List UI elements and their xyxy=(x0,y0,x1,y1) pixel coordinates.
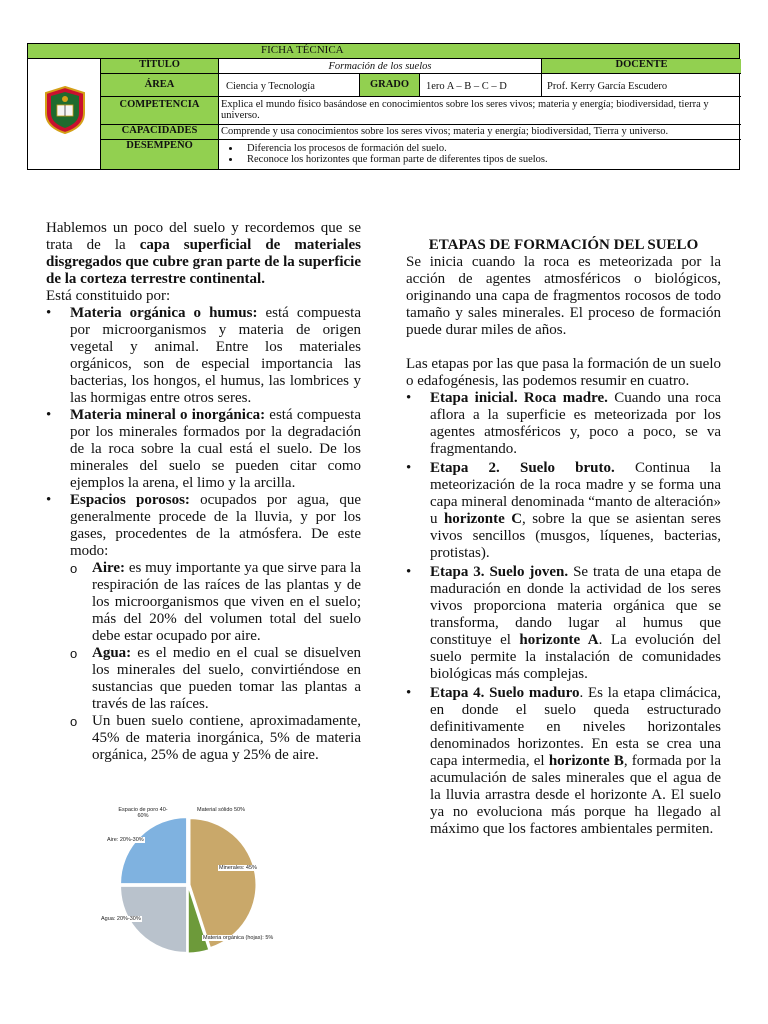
soil-composition-chart xyxy=(96,805,296,955)
term: horizonte B xyxy=(548,753,624,769)
left-column xyxy=(46,220,361,764)
logo-cell xyxy=(28,59,101,169)
titulo-label: TÍTULO xyxy=(101,59,219,73)
grado-label: GRADO xyxy=(360,74,420,96)
desempeno-item: • Reconoce los horizontes que forman parte de diferentes tipos de suelos. xyxy=(241,154,739,165)
term: Aire: xyxy=(92,560,126,576)
definition: . La evolución del suelo permite la instalación de comunidades biológicas más complejas. xyxy=(430,632,722,682)
capacidades-value: Comprende y usa conocimientos sobre los seres vivos; materia y energía; biodiversidad, Tierra y universo. xyxy=(221,126,669,137)
list-item xyxy=(430,685,721,838)
slice-label: Materia orgánica (hojas): 5% xyxy=(203,935,274,941)
docente-value: Prof. Kerry García Escudero xyxy=(547,81,668,92)
legend-agua xyxy=(100,916,142,922)
sub-list-item xyxy=(92,713,361,764)
definition: ocupados por agua, que generalmente procede de la lluvia, y por los gases, procedentes de la atmósfera. De este modo: xyxy=(70,492,361,559)
intro-definition: capa superficial de materiales disgregados que cubre gran parte de la superficie de la corteza terrestre continental. xyxy=(46,237,361,287)
competencia-label: COMPETENCIA xyxy=(101,97,219,124)
components-list xyxy=(46,305,361,764)
definition: Cuando una roca aflora a la superficie es meteorizada por los agentes atmosféricos y, poco a poco, se va fragmentando. xyxy=(430,390,721,457)
list-item xyxy=(70,305,361,407)
list-item xyxy=(70,407,361,492)
capacidades-label: CAPACIDADES xyxy=(101,125,219,139)
term: Etapa inicial. Roca madre. xyxy=(430,390,608,406)
term: horizonte C xyxy=(443,511,523,527)
desempeno-item: • Diferencia los procesos de formación del suelo. xyxy=(241,143,739,154)
sub-list-item xyxy=(92,560,361,645)
definition: está compuesta por microorganismos y materia de origen vegetal y animal. Entre los materiales orgánicos, son de especial importancia las bacterias, los hongos, el humus, las lombrices y las hormigas entre otros seres. xyxy=(70,305,361,406)
legend-organica xyxy=(202,935,274,941)
annotation-solido: Material sólido 50% xyxy=(197,807,245,813)
docente-label: DOCENTE xyxy=(542,59,741,73)
intro-text: Hablemos un poco del suelo y recordemos que se trata de la xyxy=(46,220,361,253)
list-item xyxy=(70,492,361,764)
slice-label: Agua: 20%-30% xyxy=(101,916,141,922)
pie-slice xyxy=(121,818,187,884)
grado-value: 1ero A – B – C – D xyxy=(426,81,507,92)
school-crest-icon xyxy=(42,85,88,135)
definition: es muy importante ya que sirve para la respiración de las raíces de las plantas y de los microorganismos que viven en el suelo; más del 20% del volumen total del suelo debe estar ocupado por aire. xyxy=(92,560,361,644)
definition: . Es la etapa climácica, en donde el suelo queda estructurado definitivamente en niveles horizontales denominados horizontes. En esta se crea una capa intermedia, el xyxy=(430,685,721,769)
titulo-value: Formación de los suelos xyxy=(328,61,432,72)
slice-label: Aire: 20%-30% xyxy=(107,837,144,843)
ficha-title-row xyxy=(28,44,739,59)
area-value: Ciencia y Tecnología xyxy=(226,81,315,92)
term: Etapa 2. Suelo bruto. xyxy=(430,460,615,476)
desempeno-list xyxy=(221,143,739,169)
desempeno-label: DESEMPEÑO xyxy=(101,140,219,169)
slice-label: Minerales: 45% xyxy=(219,865,257,871)
legend-minerales xyxy=(218,865,258,871)
intro-paragraph xyxy=(46,220,361,288)
area-label: ÁREA xyxy=(101,74,219,96)
term: Etapa 3. Suelo joven. xyxy=(430,564,569,580)
right-column xyxy=(406,237,721,838)
paragraph: Las etapas por las que pasa la formación de un suelo o edafogénesis, las podemos resumir en cuatro. xyxy=(406,356,721,389)
definition: está compuesta por los minerales formados por la degradación de la roca sobre la cual está el suelo. De los minerales del suelo se pueden citar como ejemplos la arena, el limo y la arcilla. xyxy=(70,407,361,491)
paragraph: Se inicia cuando la roca es meteorizada por la acción de agentes atmosféricos o biológicos, originando una capa de fragmentos rocosos de todo tamaño y sales minerales. El proceso de formación puede durar miles de años. xyxy=(406,254,721,338)
constituido-text: Está constituido por: xyxy=(46,288,171,304)
legend-aire xyxy=(106,837,145,843)
term: Agua: xyxy=(92,645,132,661)
sub-list xyxy=(70,560,361,764)
competencia-value: Explica el mundo físico basándose en conocimientos sobre los seres vivos; materia y energía; biodiversidad, tierra y universo. xyxy=(221,99,709,121)
definition: es el medio en el cual se disuelven los minerales del suelo, convirtiéndose en sustancias que pueden tomar las plantas a través de las raíces. xyxy=(92,645,361,712)
definition: Continua la meteorización de la roca madre y se forma una capa mineral denominada “manto de alteración» u xyxy=(430,460,721,527)
list-item xyxy=(430,460,721,562)
ficha-tecnica-header xyxy=(27,43,740,170)
stages-list xyxy=(406,390,721,838)
term: Materia orgánica o humus: xyxy=(70,305,258,321)
section-title: ETAPAS DE FORMACIÓN DEL SUELO xyxy=(428,237,699,253)
term: Etapa 4. Suelo maduro xyxy=(430,685,580,701)
ficha-title: FICHA TÉCNICA xyxy=(261,44,344,56)
definition: Se trata de una etapa de maduración en donde la actividad de los seres vivos proporciona materia orgánica que se transforma, dando lugar al humus que constituye el xyxy=(430,564,721,648)
list-item xyxy=(430,390,721,458)
sub-list-item xyxy=(92,645,361,713)
definition: , sobre la que se asientan seres vivos sencillos (musgos, líquenes, bacterias, protistas). xyxy=(430,511,721,561)
term: horizonte A xyxy=(519,632,599,648)
term: Materia mineral o inorgánica: xyxy=(70,407,266,423)
pie-svg xyxy=(96,805,296,955)
term: Espacios porosos: xyxy=(70,492,190,508)
list-item xyxy=(430,564,721,683)
definition: , formada por la acumulación de sales minerales que el agua de la lluvia arrastra desde el horizonte A. El suelo ya no evoluciona más porque ha llegado al máximo que los factores ambientales permiten. xyxy=(430,753,722,837)
definition: Un buen suelo contiene, aproximadamente, 45% de materia inorgánica, 5% de materia orgánica, 25% de agua y 25% de aire. xyxy=(92,713,361,763)
annotation-poros: Espacio de poro 40-60% xyxy=(118,807,168,819)
